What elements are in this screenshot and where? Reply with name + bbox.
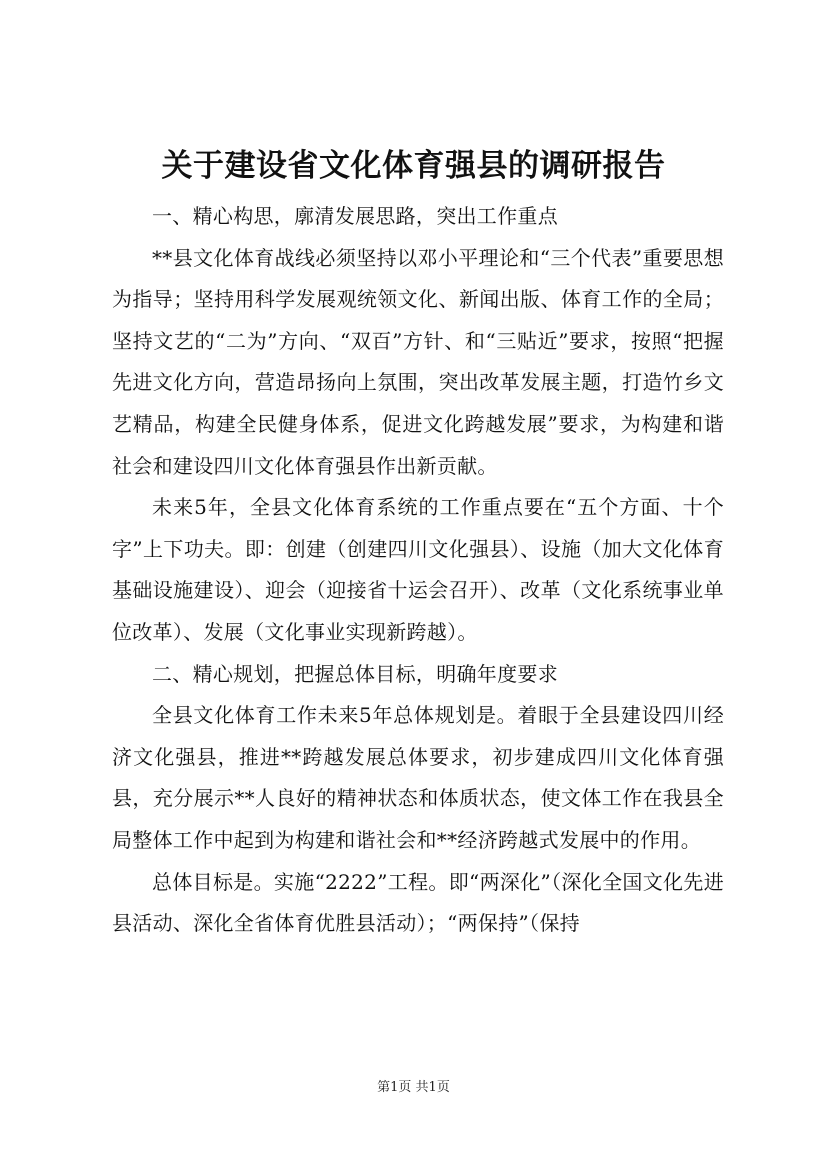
body-paragraph: 总体目标是。实施“2222”工程。即“两深化”（深化全国文化先进县活动、深化全省体育优胜县活动）；“两保持”（保持 xyxy=(112,869,724,936)
document-body xyxy=(112,196,724,945)
page-footer: 第1页 共1页 xyxy=(377,1080,450,1095)
body-paragraph: 全县文化体育工作未来5年总体规划是。着眼于全县建设四川经济文化强县，推进**跨越发展总体要求，初步建成四川文化体育强县，充分展示**人良好的精神状态和体质状态，使文体工作在我县全局整体工作中起到为构建和谐社会和**经济跨越式发展中的作用。 xyxy=(112,703,724,852)
body-paragraph: 未来5年，全县文化体育系统的工作重点要在“五个方面、十个字”上下功夫。即：创建（创建四川文化强县）、设施（加大文化体育基础设施建设）、迎会（迎接省十运会召开）、改革（文化系统事业单位改革）、发展（文化事业实现新跨越）。 xyxy=(112,495,724,644)
body-paragraph: **县文化体育战线必须坚持以邓小平理论和“三个代表”重要思想为指导；坚持用科学发展观统领文化、新闻出版、体育工作的全局；坚持文艺的“二为”方向、“双百”方针、和“三贴近”要求，按照“把握先进文化方向，营造昂扬向上氛围，突出改革发展主题，打造竹乡文艺精品，构建全民健身体系，促进文化跨越发展”要求，为构建和谐社会和建设四川文化体育强县作出新贡献。 xyxy=(112,245,724,478)
section-heading-2: 二、精心规划，把握总体目标，明确年度要求 xyxy=(152,661,558,686)
section-heading-1: 一、精心构思，廓清发展思路，突出工作重点 xyxy=(152,204,558,228)
document-title: 关于建设省文化体育强县的调研报告 xyxy=(161,148,666,184)
